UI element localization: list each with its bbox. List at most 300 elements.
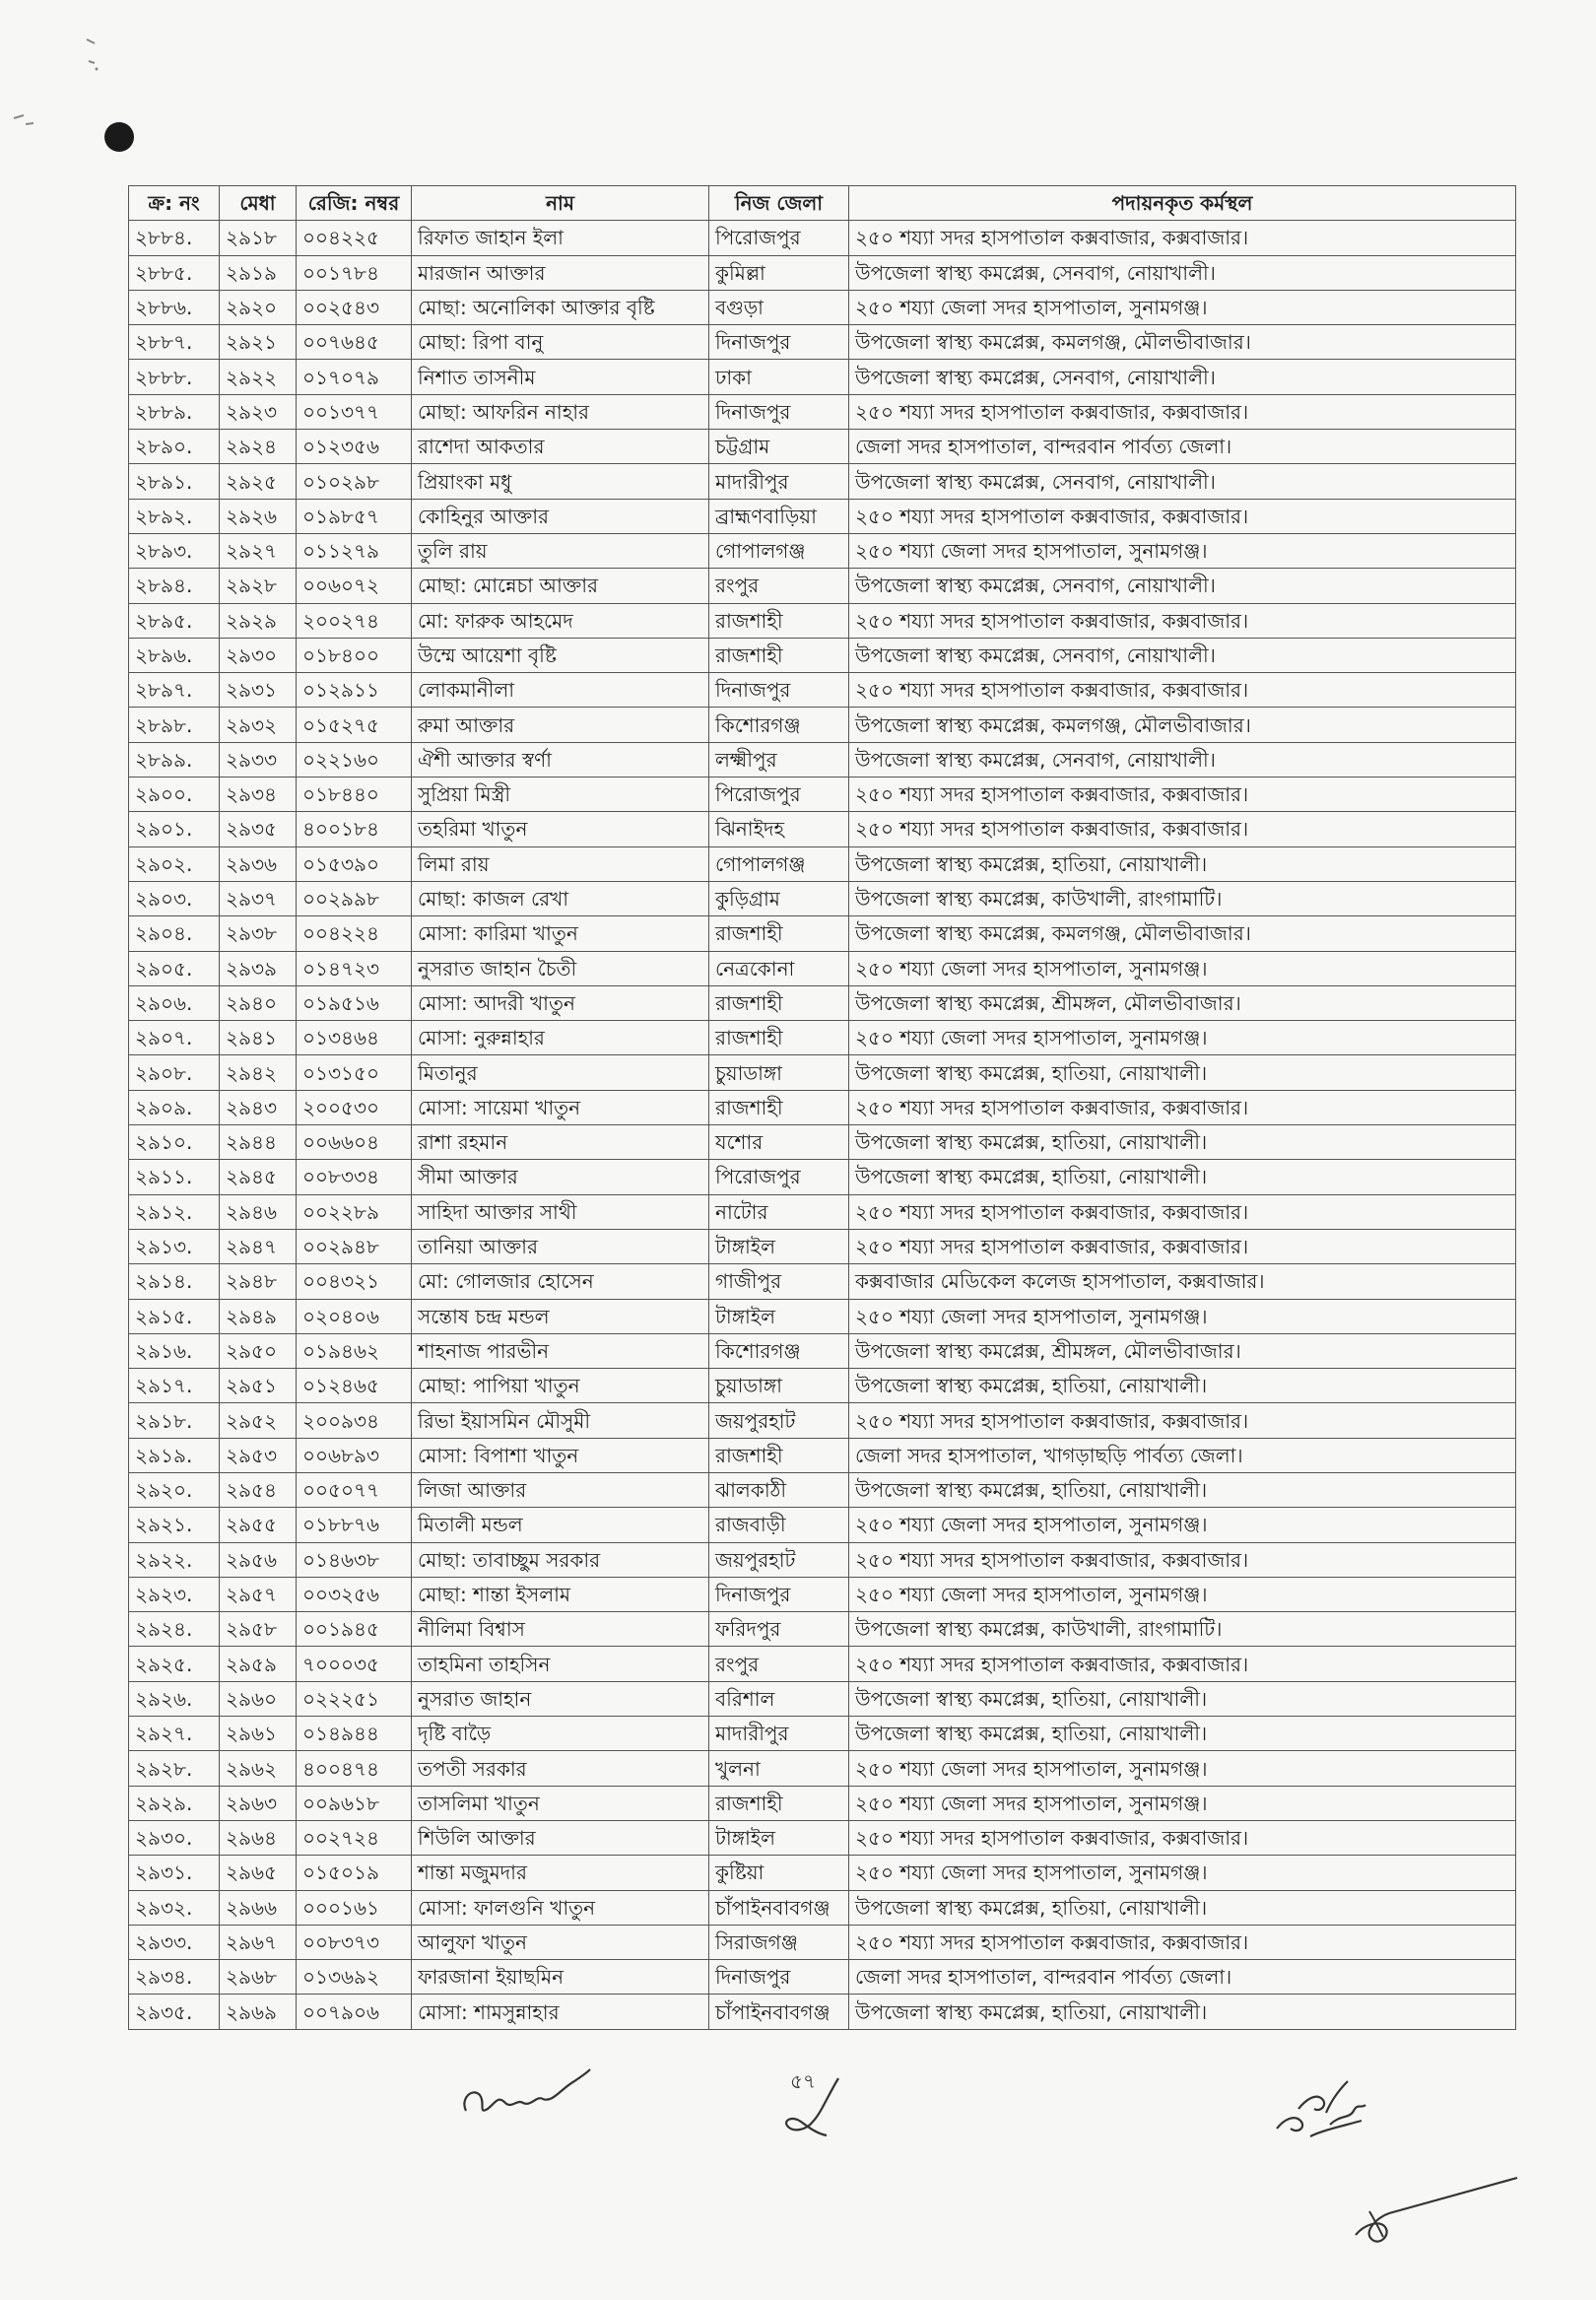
merit-cell: ২৯৩৭ — [220, 881, 297, 915]
table-row — [129, 881, 1516, 915]
table-row — [129, 1717, 1516, 1751]
home-district-cell: গাজীপুর — [709, 1264, 849, 1299]
table-row — [129, 1125, 1516, 1160]
posting-place-cell: ২৫০ শয্যা জেলা সদর হাসপাতাল, সুনামগঞ্জ। — [849, 533, 1516, 568]
posting-place-cell: ২৫০ শয্যা জেলা সদর হাসপাতাল, সুনামগঞ্জ। — [849, 1786, 1516, 1820]
table-row — [129, 1820, 1516, 1855]
table-row — [129, 1681, 1516, 1716]
serial-cell: ২৮৮৪. — [129, 221, 220, 255]
reg-no-cell: ০০৪২২৪ — [297, 916, 412, 951]
merit-cell: ২৯২৯ — [220, 603, 297, 638]
name-cell: ফারজানা ইয়াছমিন — [412, 1960, 709, 1995]
col-header-home-district: নিজ জেলা — [709, 186, 849, 221]
name-cell: মিতালী মন্ডল — [412, 1508, 709, 1542]
merit-cell: ২৯৪৩ — [220, 1090, 297, 1124]
posting-place-cell: উপজেলা স্বাস্থ্য কমপ্লেক্স, কমলগঞ্জ, মৌলভীবাজার। — [849, 916, 1516, 951]
home-district-cell: চুয়াডাঙ্গা — [709, 1369, 849, 1403]
posting-place-cell: ২৫০ শয্যা সদর হাসপাতাল কক্সবাজার, কক্সবাজার। — [849, 1647, 1516, 1681]
serial-cell: ২৯৩৫. — [129, 1995, 220, 2029]
table-row — [129, 1577, 1516, 1611]
reg-no-cell: ০২২১৬০ — [297, 742, 412, 777]
serial-cell: ২৮৯৫. — [129, 603, 220, 638]
merit-cell: ২৯২৬ — [220, 499, 297, 533]
name-cell: মোসা: কারিমা খাতুন — [412, 916, 709, 951]
merit-cell: ২৯৩২ — [220, 708, 297, 742]
home-district-cell: টাঙ্গাইল — [709, 1229, 849, 1263]
serial-cell: ২৯০৫. — [129, 951, 220, 985]
reg-no-cell: ০১৮৪৪০ — [297, 778, 412, 812]
serial-cell: ২৯০২. — [129, 846, 220, 881]
merit-cell: ২৯৩১ — [220, 673, 297, 708]
reg-no-cell: ০০৬০৭২ — [297, 569, 412, 603]
table-row — [129, 290, 1516, 324]
home-district-cell: গোপালগঞ্জ — [709, 533, 849, 568]
name-cell: লিমা রায় — [412, 846, 709, 881]
serial-cell: ২৮৯২. — [129, 499, 220, 533]
reg-no-cell: ০০৬৬০৪ — [297, 1125, 412, 1160]
reg-no-cell: ০০১৭৮৪ — [297, 255, 412, 290]
reg-no-cell: ০০২২৮৯ — [297, 1194, 412, 1229]
name-cell: রাশা রহমান — [412, 1125, 709, 1160]
name-cell: মোসা: আদরী খাতুন — [412, 985, 709, 1020]
serial-cell: ২৮৮৬. — [129, 290, 220, 324]
table-body — [129, 221, 1516, 2029]
serial-cell: ২৯০০. — [129, 778, 220, 812]
home-district-cell: বগুড়া — [709, 290, 849, 324]
merit-cell: ২৯৫৯ — [220, 1647, 297, 1681]
merit-cell: ২৯৫৬ — [220, 1542, 297, 1577]
posting-place-cell: ২৫০ শয্যা জেলা সদর হাসপাতাল, সুনামগঞ্জ। — [849, 1577, 1516, 1611]
reg-no-cell: ০১২৩৫৬ — [297, 430, 412, 464]
posting-place-cell: উপজেলা স্বাস্থ্য কমপ্লেক্স, হাতিয়া, নোয়াখালী। — [849, 1681, 1516, 1716]
table-row — [129, 255, 1516, 290]
posting-place-cell: ২৫০ শয্যা সদর হাসপাতাল কক্সবাজার, কক্সবাজার। — [849, 1194, 1516, 1229]
home-district-cell: জয়পুরহাট — [709, 1403, 849, 1438]
posting-place-cell: উপজেলা স্বাস্থ্য কমপ্লেক্স, সেনবাগ, নোয়াখালী। — [849, 569, 1516, 603]
home-district-cell: রাজশাহী — [709, 916, 849, 951]
name-cell: নিশাত তাসনীম — [412, 360, 709, 394]
table-row — [129, 360, 1516, 394]
serial-cell: ২৯৩২. — [129, 1890, 220, 1925]
table-row — [129, 916, 1516, 951]
reg-no-cell: ০১৫২৭৫ — [297, 708, 412, 742]
serial-cell: ২৯১৪. — [129, 1264, 220, 1299]
reg-no-cell: ০১২৪৬৫ — [297, 1369, 412, 1403]
name-cell: মো: ফারুক আহমেদ — [412, 603, 709, 638]
merit-cell: ২৯২৭ — [220, 533, 297, 568]
serial-cell: ২৮৯৪. — [129, 569, 220, 603]
table-row — [129, 464, 1516, 499]
reg-no-cell: ০০৬৮৯৩ — [297, 1438, 412, 1472]
reg-no-cell: ০১৮৪০০ — [297, 638, 412, 672]
serial-cell: ২৯০৯. — [129, 1090, 220, 1124]
name-cell: কোহিনুর আক্তার — [412, 499, 709, 533]
table-row — [129, 430, 1516, 464]
serial-cell: ২৯৩৩. — [129, 1925, 220, 1959]
posting-place-cell: উপজেলা স্বাস্থ্য কমপ্লেক্স, সেনবাগ, নোয়াখালী। — [849, 360, 1516, 394]
merit-cell: ২৯৪৪ — [220, 1125, 297, 1160]
home-district-cell: রাজশাহী — [709, 638, 849, 672]
reg-no-cell: ০১৩১৫০ — [297, 1055, 412, 1090]
name-cell: শিউলি আক্তার — [412, 1820, 709, 1855]
home-district-cell: রাজশাহী — [709, 985, 849, 1020]
serial-cell: ২৯১৩. — [129, 1229, 220, 1263]
reg-no-cell: ০১৩৬৯২ — [297, 1960, 412, 1995]
merit-cell: ২৯৩৯ — [220, 951, 297, 985]
reg-no-cell: ০১৫০১৯ — [297, 1856, 412, 1890]
home-district-cell: দিনাজপুর — [709, 673, 849, 708]
reg-no-cell: ০১৪৬৩৮ — [297, 1542, 412, 1577]
posting-place-cell: ২৫০ শয্যা সদর হাসপাতাল কক্সবাজার, কক্সবাজার। — [849, 221, 1516, 255]
serial-cell: ২৯২৭. — [129, 1717, 220, 1751]
table-row — [129, 1472, 1516, 1507]
posting-place-cell: ২৫০ শয্যা সদর হাসপাতাল কক্সবাজার, কক্সবাজার। — [849, 673, 1516, 708]
reg-no-cell: ৪০০৪৭৪ — [297, 1751, 412, 1786]
col-header-posting-place: পদায়নকৃত কর্মস্থল — [849, 186, 1516, 221]
table-row — [129, 742, 1516, 777]
serial-cell: ২৯২৮. — [129, 1751, 220, 1786]
merit-cell: ২৯৩৩ — [220, 742, 297, 777]
name-cell: তপতী সরকার — [412, 1751, 709, 1786]
signature-left — [458, 2060, 596, 2129]
merit-cell: ২৯৬৬ — [220, 1890, 297, 1925]
name-cell: মারজান আক্তার — [412, 255, 709, 290]
name-cell: তহরিমা খাতুন — [412, 812, 709, 846]
posting-table — [128, 185, 1516, 2030]
serial-cell: ২৮৮৭. — [129, 325, 220, 360]
reg-no-cell: ০১০২৯৮ — [297, 464, 412, 499]
name-cell: শান্তা মজুমদার — [412, 1856, 709, 1890]
name-cell: মোসা: বিপাশা খাতুন — [412, 1438, 709, 1472]
table-row — [129, 394, 1516, 429]
merit-cell: ২৯৫৮ — [220, 1612, 297, 1647]
posting-place-cell: ২৫০ শয্যা জেলা সদর হাসপাতাল, সুনামগঞ্জ। — [849, 290, 1516, 324]
home-district-cell: রাজশাহী — [709, 1021, 849, 1055]
serial-cell: ২৮৯১. — [129, 464, 220, 499]
posting-place-cell: উপজেলা স্বাস্থ্য কমপ্লেক্স, সেনবাগ, নোয়াখালী। — [849, 638, 1516, 672]
merit-cell: ২৯৫৭ — [220, 1577, 297, 1611]
col-header-name: নাম — [412, 186, 709, 221]
serial-cell: ২৯২৪. — [129, 1612, 220, 1647]
serial-cell: ২৯২২. — [129, 1542, 220, 1577]
reg-no-cell: ০২২২৫১ — [297, 1681, 412, 1716]
table-row — [129, 1508, 1516, 1542]
serial-cell: ২৮৮৯. — [129, 394, 220, 429]
name-cell: মোছা: মোন্নেচা আক্তার — [412, 569, 709, 603]
table-row — [129, 603, 1516, 638]
table-row — [129, 1751, 1516, 1786]
table-row — [129, 221, 1516, 255]
posting-place-cell: ২৫০ শয্যা জেলা সদর হাসপাতাল, সুনামগঞ্জ। — [849, 951, 1516, 985]
serial-cell: ২৯১৯. — [129, 1438, 220, 1472]
posting-place-cell: ২৫০ শয্যা জেলা সদর হাসপাতাল, সুনামগঞ্জ। — [849, 1021, 1516, 1055]
home-district-cell: লক্ষ্মীপুর — [709, 742, 849, 777]
reg-no-cell: ০১৩৪৬৪ — [297, 1021, 412, 1055]
serial-cell: ২৯১১. — [129, 1160, 220, 1194]
home-district-cell: নেত্রকোনা — [709, 951, 849, 985]
reg-no-cell: ০০২৯৯৮ — [297, 881, 412, 915]
home-district-cell: বরিশাল — [709, 1681, 849, 1716]
table-row — [129, 846, 1516, 881]
merit-cell: ২৯৩৮ — [220, 916, 297, 951]
merit-cell: ২৯৩০ — [220, 638, 297, 672]
serial-cell: ২৯১৮. — [129, 1403, 220, 1438]
serial-cell: ২৯২৫. — [129, 1647, 220, 1681]
merit-cell: ২৯৫৩ — [220, 1438, 297, 1472]
page-number: ৫৭ — [790, 2069, 816, 2093]
scan-specks — [0, 0, 197, 138]
col-header-reg-no: রেজি: নম্বর — [297, 186, 412, 221]
name-cell: রুমা আক্তার — [412, 708, 709, 742]
home-district-cell: কুমিল্লা — [709, 255, 849, 290]
posting-place-cell: উপজেলা স্বাস্থ্য কমপ্লেক্স, হাতিয়া, নোয়াখালী। — [849, 1890, 1516, 1925]
posting-place-cell: জেলা সদর হাসপাতাল, বান্দরবান পার্বত্য জেলা। — [849, 1960, 1516, 1995]
home-district-cell: ঝালকাঠী — [709, 1472, 849, 1507]
posting-place-cell: উপজেলা স্বাস্থ্য কমপ্লেক্স, সেনবাগ, নোয়াখালী। — [849, 255, 1516, 290]
table-row — [129, 1960, 1516, 1995]
name-cell: মোছা: অনোলিকা আক্তার বৃষ্টি — [412, 290, 709, 324]
merit-cell: ২৯২১ — [220, 325, 297, 360]
table-row — [129, 1647, 1516, 1681]
posting-place-cell: উপজেলা স্বাস্থ্য কমপ্লেক্স, হাতিয়া, নোয়াখালী। — [849, 1055, 1516, 1090]
home-district-cell: দিনাজপুর — [709, 325, 849, 360]
serial-cell: ২৯২০. — [129, 1472, 220, 1507]
name-cell: মোছা: আফরিন নাহার — [412, 394, 709, 429]
table-row — [129, 778, 1516, 812]
home-district-cell: কুড়িগ্রাম — [709, 881, 849, 915]
posting-place-cell: উপজেলা স্বাস্থ্য কমপ্লেক্স, হাতিয়া, নোয়াখালী। — [849, 1369, 1516, 1403]
reg-no-cell: ২০০২৭৪ — [297, 603, 412, 638]
home-district-cell: রাজবাড়ী — [709, 1508, 849, 1542]
serial-cell: ২৯০১. — [129, 812, 220, 846]
name-cell: দৃষ্টি বাড়ৈ — [412, 1717, 709, 1751]
posting-place-cell: ২৫০ শয্যা সদর হাসপাতাল কক্সবাজার, কক্সবাজার। — [849, 603, 1516, 638]
reg-no-cell: ০০৯৬১৮ — [297, 1786, 412, 1820]
serial-cell: ২৯১০. — [129, 1125, 220, 1160]
reg-no-cell: ৪০০১৮৪ — [297, 812, 412, 846]
name-cell: সীমা আক্তার — [412, 1160, 709, 1194]
serial-cell: ২৯০৩. — [129, 881, 220, 915]
name-cell: নুসরাত জাহান চৈতী — [412, 951, 709, 985]
serial-cell: ২৮৮৮. — [129, 360, 220, 394]
table-row — [129, 951, 1516, 985]
posting-place-cell: উপজেলা স্বাস্থ্য কমপ্লেক্স, হাতিয়া, নোয়াখালী। — [849, 1125, 1516, 1160]
table-row — [129, 1542, 1516, 1577]
merit-cell: ২৯৪৭ — [220, 1229, 297, 1263]
merit-cell: ২৯৩৫ — [220, 812, 297, 846]
reg-no-cell: ০১৯৪৬২ — [297, 1333, 412, 1368]
merit-cell: ২৯৫০ — [220, 1333, 297, 1368]
posting-place-cell: ২৫০ শয্যা জেলা সদর হাসপাতাল, সুনামগঞ্জ। — [849, 1856, 1516, 1890]
serial-cell: ২৯১৭. — [129, 1369, 220, 1403]
merit-cell: ২৯৪৬ — [220, 1194, 297, 1229]
reg-no-cell: ০০২৯৪৮ — [297, 1229, 412, 1263]
home-district-cell: দিনাজপুর — [709, 1577, 849, 1611]
home-district-cell: ফরিদপুর — [709, 1612, 849, 1647]
table-row — [129, 1229, 1516, 1263]
posting-place-cell: ২৫০ শয্যা সদর হাসপাতাল কক্সবাজার, কক্সবাজার। — [849, 1090, 1516, 1124]
table-row — [129, 1995, 1516, 2029]
home-district-cell: টাঙ্গাইল — [709, 1299, 849, 1333]
home-district-cell: রাজশাহী — [709, 603, 849, 638]
name-cell: মোছা: পাপিয়া খাতুন — [412, 1369, 709, 1403]
name-cell: উম্মে আয়েশা বৃষ্টি — [412, 638, 709, 672]
reg-no-cell: ০০১৯৪৫ — [297, 1612, 412, 1647]
merit-cell: ২৯২২ — [220, 360, 297, 394]
posting-place-cell: ২৫০ শয্যা জেলা সদর হাসপাতাল, সুনামগঞ্জ। — [849, 1751, 1516, 1786]
table-row — [129, 1890, 1516, 1925]
merit-cell: ২৯২০ — [220, 290, 297, 324]
merit-cell: ২৯৬২ — [220, 1751, 297, 1786]
name-cell: মোসা: নুরুন্নাহার — [412, 1021, 709, 1055]
merit-cell: ২৯৪০ — [220, 985, 297, 1020]
merit-cell: ২৯৬৮ — [220, 1960, 297, 1995]
serial-cell: ২৯১২. — [129, 1194, 220, 1229]
serial-cell: ২৮৯৭. — [129, 673, 220, 708]
table-row — [129, 569, 1516, 603]
table-row — [129, 1160, 1516, 1194]
serial-cell: ২৯৩১. — [129, 1856, 220, 1890]
home-district-cell: টাঙ্গাইল — [709, 1820, 849, 1855]
table-row — [129, 1090, 1516, 1124]
merit-cell: ২৯৩৬ — [220, 846, 297, 881]
home-district-cell: রাজশাহী — [709, 1090, 849, 1124]
posting-place-cell: ২৫০ শয্যা সদর হাসপাতাল কক্সবাজার, কক্সবাজার। — [849, 778, 1516, 812]
posting-place-cell: উপজেলা স্বাস্থ্য কমপ্লেক্স, শ্রীমঙ্গল, মৌলভীবাজার। — [849, 985, 1516, 1020]
reg-no-cell: ০০০১৬১ — [297, 1890, 412, 1925]
reg-no-cell: ০০৪৩২১ — [297, 1264, 412, 1299]
home-district-cell: দিনাজপুর — [709, 1960, 849, 1995]
reg-no-cell: ০১৯৫১৬ — [297, 985, 412, 1020]
reg-no-cell: ৭০০০৩৫ — [297, 1647, 412, 1681]
posting-place-cell: উপজেলা স্বাস্থ্য কমপ্লেক্স, শ্রীমঙ্গল, মৌলভীবাজার। — [849, 1333, 1516, 1368]
reg-no-cell: ০১২৯১১ — [297, 673, 412, 708]
name-cell: সন্তোষ চন্দ্র মন্ডল — [412, 1299, 709, 1333]
name-cell: সুপ্রিয়া মিস্ত্রী — [412, 778, 709, 812]
table-row — [129, 1403, 1516, 1438]
serial-cell: ২৯৩০. — [129, 1820, 220, 1855]
serial-cell: ২৮৯০. — [129, 430, 220, 464]
table-header-row — [129, 186, 1516, 221]
posting-place-cell: উপজেলা স্বাস্থ্য কমপ্লেক্স, সেনবাগ, নোয়াখালী। — [849, 742, 1516, 777]
home-district-cell: সিরাজগঞ্জ — [709, 1925, 849, 1959]
posting-place-cell: জেলা সদর হাসপাতাল, বান্দরবান পার্বত্য জেলা। — [849, 430, 1516, 464]
initials-bottom-right — [1350, 2168, 1527, 2257]
serial-cell: ২৯১৬. — [129, 1333, 220, 1368]
home-district-cell: চুয়াডাঙ্গা — [709, 1055, 849, 1090]
home-district-cell: মাদারীপুর — [709, 464, 849, 499]
table-row — [129, 1055, 1516, 1090]
table-row — [129, 1612, 1516, 1647]
name-cell: তুলি রায় — [412, 533, 709, 568]
merit-cell: ২৯৬৫ — [220, 1856, 297, 1890]
merit-cell: ২৯৩৪ — [220, 778, 297, 812]
home-district-cell: রংপুর — [709, 1647, 849, 1681]
table-row — [129, 708, 1516, 742]
table-row — [129, 812, 1516, 846]
posting-place-cell: ২৫০ শয্যা সদর হাসপাতাল কক্সবাজার, কক্সবাজার। — [849, 1820, 1516, 1855]
serial-cell: ২৯০৮. — [129, 1055, 220, 1090]
col-header-merit: মেধা — [220, 186, 297, 221]
name-cell: ঐশী আক্তার স্বর্ণা — [412, 742, 709, 777]
signature-center — [783, 2074, 862, 2143]
merit-cell: ২৯৪৯ — [220, 1299, 297, 1333]
home-district-cell: জয়পুরহাট — [709, 1542, 849, 1577]
posting-place-cell: ২৫০ শয্যা সদর হাসপাতাল কক্সবাজার, কক্সবাজার। — [849, 812, 1516, 846]
name-cell: তাসলিমা খাতুন — [412, 1786, 709, 1820]
serial-cell: ২৯০৪. — [129, 916, 220, 951]
posting-place-cell: ২৫০ শয্যা সদর হাসপাতাল কক্সবাজার, কক্সবাজার। — [849, 1403, 1516, 1438]
name-cell: প্রিয়াংকা মধু — [412, 464, 709, 499]
reg-no-cell: ০১৫৩৯০ — [297, 846, 412, 881]
serial-cell: ২৯৩৪. — [129, 1960, 220, 1995]
serial-cell: ২৮৯৮. — [129, 708, 220, 742]
home-district-cell: চাঁপাইনবাবগঞ্জ — [709, 1890, 849, 1925]
merit-cell: ২৯৬০ — [220, 1681, 297, 1716]
name-cell: লিজা আক্তার — [412, 1472, 709, 1507]
home-district-cell: পিরোজপুর — [709, 221, 849, 255]
merit-cell: ২৯১৮ — [220, 221, 297, 255]
reg-no-cell: ০০৩২৫৬ — [297, 1577, 412, 1611]
serial-cell: ২৮৯৬. — [129, 638, 220, 672]
merit-cell: ২৯৬১ — [220, 1717, 297, 1751]
home-district-cell: গোপালগঞ্জ — [709, 846, 849, 881]
home-district-cell: রাজশাহী — [709, 1438, 849, 1472]
posting-place-cell: কক্সবাজার মেডিকেল কলেজ হাসপাতাল, কক্সবাজার। — [849, 1264, 1516, 1299]
table-row — [129, 1369, 1516, 1403]
merit-cell: ২৯৪১ — [220, 1021, 297, 1055]
posting-place-cell: উপজেলা স্বাস্থ্য কমপ্লেক্স, হাতিয়া, নোয়াখালী। — [849, 1160, 1516, 1194]
home-district-cell: ঢাকা — [709, 360, 849, 394]
reg-no-cell: ০০৭৬৪৫ — [297, 325, 412, 360]
name-cell: আলুফা খাতুন — [412, 1925, 709, 1959]
merit-cell: ২৯৬৪ — [220, 1820, 297, 1855]
reg-no-cell: ০১৪৭২৩ — [297, 951, 412, 985]
merit-cell: ২৯৫১ — [220, 1369, 297, 1403]
posting-place-cell: উপজেলা স্বাস্থ্য কমপ্লেক্স, কমলগঞ্জ, মৌলভীবাজার। — [849, 325, 1516, 360]
posting-place-cell: ২৫০ শয্যা জেলা সদর হাসপাতাল, সুনামগঞ্জ। — [849, 1508, 1516, 1542]
table-row — [129, 638, 1516, 672]
posting-place-cell: ২৫০ শয্যা সদর হাসপাতাল কক্সবাজার, কক্সবাজার। — [849, 1925, 1516, 1959]
posting-place-cell: উপজেলা স্বাস্থ্য কমপ্লেক্স, সেনবাগ, নোয়াখালী। — [849, 464, 1516, 499]
home-district-cell: পিরোজপুর — [709, 778, 849, 812]
home-district-cell: পিরোজপুর — [709, 1160, 849, 1194]
merit-cell: ২৯৬৭ — [220, 1925, 297, 1959]
name-cell: তাহমিনা তাহসিন — [412, 1647, 709, 1681]
merit-cell: ২৯৪২ — [220, 1055, 297, 1090]
name-cell: মোসা: ফালগুনি খাতুন — [412, 1890, 709, 1925]
reg-no-cell: ০০২৭২৪ — [297, 1820, 412, 1855]
posting-place-cell: উপজেলা স্বাস্থ্য কমপ্লেক্স, হাতিয়া, নোয়াখালী। — [849, 1995, 1516, 2029]
reg-no-cell: ০০১৩৭৭ — [297, 394, 412, 429]
reg-no-cell: ০১৭০৭৯ — [297, 360, 412, 394]
table-row — [129, 1925, 1516, 1959]
home-district-cell: ঝিনাইদহ — [709, 812, 849, 846]
name-cell: মিতানুর — [412, 1055, 709, 1090]
table-row — [129, 1264, 1516, 1299]
posting-place-cell: ২৫০ শয্যা সদর হাসপাতাল কক্সবাজার, কক্সবাজার। — [849, 394, 1516, 429]
home-district-cell: কিশোরগঞ্জ — [709, 1333, 849, 1368]
merit-cell: ২৯২৮ — [220, 569, 297, 603]
home-district-cell: দিনাজপুর — [709, 394, 849, 429]
reg-no-cell: ০২০৪০৬ — [297, 1299, 412, 1333]
table-row — [129, 499, 1516, 533]
home-district-cell: যশোর — [709, 1125, 849, 1160]
serial-cell: ২৯১৫. — [129, 1299, 220, 1333]
home-district-cell: কিশোরগঞ্জ — [709, 708, 849, 742]
merit-cell: ২৯৫৪ — [220, 1472, 297, 1507]
serial-cell: ২৮৯৩. — [129, 533, 220, 568]
